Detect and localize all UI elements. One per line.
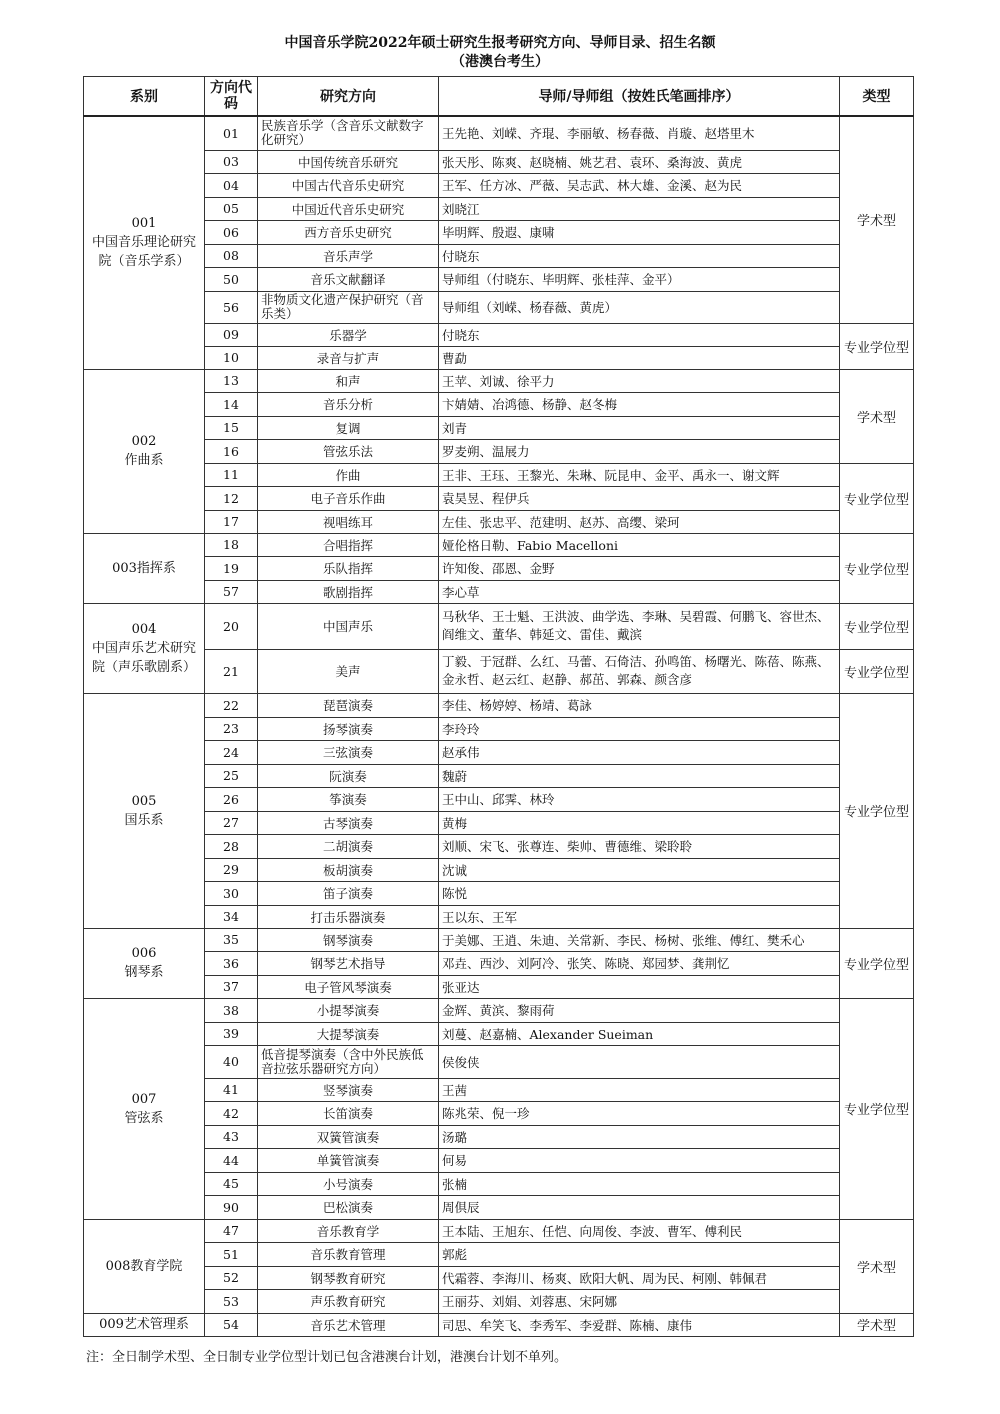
table-row bbox=[84, 463, 914, 486]
direction-cell: 二胡演奏 bbox=[258, 834, 439, 858]
supervisor-cell: 王军、任方冰、严薇、吴志武、林大雄、金溪、赵为民 bbox=[439, 173, 840, 197]
dept-cell: 001 中国音乐理论研究院（音乐学系） bbox=[84, 116, 205, 369]
supervisor-cell: 付晓东 bbox=[439, 323, 840, 346]
supervisor-cell: 金辉、黄滨、黎雨荷 bbox=[439, 998, 840, 1022]
supervisor-cell: 刘蔓、赵嘉楠、Alexander Sueiman bbox=[439, 1022, 840, 1045]
supervisor-cell: 陈兆荣、倪一珍 bbox=[439, 1101, 840, 1125]
table-row bbox=[84, 1242, 914, 1266]
supervisor-cell: 王以东、王军 bbox=[439, 905, 840, 928]
header-type: 类型 bbox=[840, 77, 914, 117]
code-cell: 18 bbox=[205, 533, 258, 556]
supervisor-cell: 刘顺、宋飞、张尊连、柴帅、曹德维、梁聆聆 bbox=[439, 834, 840, 858]
table-row bbox=[84, 291, 914, 323]
direction-cell: 古琴演奏 bbox=[258, 811, 439, 834]
supervisor-cell: 张楠 bbox=[439, 1172, 840, 1195]
dept-cell: 007 管弦系 bbox=[84, 998, 205, 1219]
supervisor-cell: 沈诚 bbox=[439, 858, 840, 881]
table-row bbox=[84, 267, 914, 291]
direction-cell: 长笛演奏 bbox=[258, 1101, 439, 1125]
code-cell: 09 bbox=[205, 323, 258, 346]
direction-cell: 双簧管演奏 bbox=[258, 1125, 439, 1148]
dept-cell: 006 钢琴系 bbox=[84, 928, 205, 998]
direction-cell: 三弦演奏 bbox=[258, 740, 439, 764]
type-cell: 学术型 bbox=[840, 369, 914, 463]
supervisor-cell: 导师组（刘嵘、杨春薇、黄虎） bbox=[439, 291, 840, 323]
code-cell: 27 bbox=[205, 811, 258, 834]
code-cell: 39 bbox=[205, 1022, 258, 1045]
catalog-table bbox=[83, 76, 914, 1337]
table-row bbox=[84, 951, 914, 975]
code-cell: 41 bbox=[205, 1078, 258, 1101]
code-cell: 52 bbox=[205, 1266, 258, 1289]
code-cell: 40 bbox=[205, 1045, 258, 1078]
code-cell: 11 bbox=[205, 463, 258, 486]
direction-cell: 阮演奏 bbox=[258, 764, 439, 787]
table-row bbox=[84, 1195, 914, 1219]
type-cell: 专业学位型 bbox=[840, 323, 914, 369]
dept-cell: 005 国乐系 bbox=[84, 693, 205, 928]
direction-cell: 单簧管演奏 bbox=[258, 1148, 439, 1172]
code-cell: 45 bbox=[205, 1172, 258, 1195]
table-row bbox=[84, 1289, 914, 1313]
table-row bbox=[84, 244, 914, 267]
direction-cell: 竖琴演奏 bbox=[258, 1078, 439, 1101]
code-cell: 26 bbox=[205, 787, 258, 811]
direction-cell: 乐队指挥 bbox=[258, 556, 439, 580]
supervisor-cell: 毕明辉、殷遐、康啸 bbox=[439, 220, 840, 244]
table-row bbox=[84, 1148, 914, 1172]
direction-cell: 西方音乐史研究 bbox=[258, 220, 439, 244]
direction-cell: 巴松演奏 bbox=[258, 1195, 439, 1219]
table-row bbox=[84, 787, 914, 811]
table-row bbox=[84, 173, 914, 197]
direction-cell: 中国近代音乐史研究 bbox=[258, 197, 439, 220]
direction-cell: 电子管风琴演奏 bbox=[258, 975, 439, 998]
supervisor-cell: 郭彪 bbox=[439, 1242, 840, 1266]
supervisor-cell: 刘青 bbox=[439, 416, 840, 439]
direction-cell: 电子音乐作曲 bbox=[258, 486, 439, 510]
supervisor-cell: 丁毅、于冠群、么红、马蕾、石倚洁、孙鸣笛、杨曙光、陈蓓、陈燕、金永哲、赵云红、赵静、郝茁、郭森、颜含彦 bbox=[439, 649, 840, 693]
table-row bbox=[84, 220, 914, 244]
code-cell: 08 bbox=[205, 244, 258, 267]
supervisor-cell: 导师组（付晓东、毕明辉、张桂萍、金平） bbox=[439, 267, 840, 291]
supervisor-cell: 曹勐 bbox=[439, 346, 840, 369]
table-row bbox=[84, 150, 914, 173]
code-cell: 43 bbox=[205, 1125, 258, 1148]
table-row bbox=[84, 740, 914, 764]
supervisor-cell: 邓垚、西沙、刘阿冷、张笑、陈晓、郑园梦、龚荆忆 bbox=[439, 951, 840, 975]
code-cell: 51 bbox=[205, 1242, 258, 1266]
supervisor-cell: 司思、牟笑飞、李秀军、李爱群、陈楠、康伟 bbox=[439, 1313, 840, 1336]
title-line-1: 中国音乐学院2022年硕士研究生报考研究方向、导师目录、招生名额 bbox=[284, 35, 716, 51]
code-cell: 34 bbox=[205, 905, 258, 928]
code-cell: 10 bbox=[205, 346, 258, 369]
table-row bbox=[84, 998, 914, 1022]
table-row bbox=[84, 346, 914, 369]
direction-cell: 和声 bbox=[258, 369, 439, 392]
type-cell: 专业学位型 bbox=[840, 693, 914, 928]
code-cell: 29 bbox=[205, 858, 258, 881]
type-cell: 专业学位型 bbox=[840, 533, 914, 603]
supervisor-cell: 赵承伟 bbox=[439, 740, 840, 764]
dept-cell: 004 中国声乐艺术研究院（声乐歌剧系） bbox=[84, 603, 205, 693]
direction-cell: 筝演奏 bbox=[258, 787, 439, 811]
supervisor-cell: 周倶辰 bbox=[439, 1195, 840, 1219]
code-cell: 54 bbox=[205, 1313, 258, 1336]
table-row bbox=[84, 834, 914, 858]
supervisor-cell: 于美娜、王逍、朱迪、关常新、李民、杨树、张维、傅红、樊禾心 bbox=[439, 928, 840, 951]
table-row bbox=[84, 416, 914, 439]
table-row bbox=[84, 1078, 914, 1101]
supervisor-cell: 李佳、杨婷婷、杨靖、葛詠 bbox=[439, 693, 840, 717]
code-cell: 56 bbox=[205, 291, 258, 323]
table-row bbox=[84, 764, 914, 787]
table-row bbox=[84, 439, 914, 463]
type-cell: 专业学位型 bbox=[840, 603, 914, 649]
direction-cell: 管弦乐法 bbox=[258, 439, 439, 463]
code-cell: 25 bbox=[205, 764, 258, 787]
type-cell: 专业学位型 bbox=[840, 928, 914, 998]
code-cell: 90 bbox=[205, 1195, 258, 1219]
supervisor-cell: 刘晓江 bbox=[439, 197, 840, 220]
supervisor-cell: 王苹、刘诚、徐平力 bbox=[439, 369, 840, 392]
direction-cell: 音乐教育学 bbox=[258, 1219, 439, 1242]
header-dept: 系别 bbox=[84, 77, 205, 117]
code-cell: 04 bbox=[205, 173, 258, 197]
direction-cell: 民族音乐学（含音乐文献数字化研究） bbox=[258, 116, 439, 150]
table-row bbox=[84, 649, 914, 693]
code-cell: 36 bbox=[205, 951, 258, 975]
direction-cell: 音乐文献翻译 bbox=[258, 267, 439, 291]
table-row bbox=[84, 717, 914, 740]
code-cell: 05 bbox=[205, 197, 258, 220]
code-cell: 53 bbox=[205, 1289, 258, 1313]
direction-cell: 音乐分析 bbox=[258, 392, 439, 416]
table-row bbox=[84, 1125, 914, 1148]
supervisor-cell: 马秋华、王士魁、王洪波、曲学选、李琳、吴碧霞、何鹏飞、容世杰、阎维文、董华、韩延文、雷佳、戴滨 bbox=[439, 603, 840, 649]
direction-cell: 笛子演奏 bbox=[258, 881, 439, 905]
code-cell: 38 bbox=[205, 998, 258, 1022]
direction-cell: 小号演奏 bbox=[258, 1172, 439, 1195]
direction-cell: 美声 bbox=[258, 649, 439, 693]
supervisor-cell: 代霜蓉、李海川、杨爽、欧阳大帆、周为民、柯刚、韩佩君 bbox=[439, 1266, 840, 1289]
code-cell: 15 bbox=[205, 416, 258, 439]
code-cell: 57 bbox=[205, 580, 258, 603]
table-row bbox=[84, 1101, 914, 1125]
code-cell: 23 bbox=[205, 717, 258, 740]
table-body bbox=[84, 116, 914, 1336]
code-cell: 20 bbox=[205, 603, 258, 649]
direction-cell: 作曲 bbox=[258, 463, 439, 486]
supervisor-cell: 张亚达 bbox=[439, 975, 840, 998]
direction-cell: 中国古代音乐史研究 bbox=[258, 173, 439, 197]
table-row bbox=[84, 905, 914, 928]
table-header-row bbox=[84, 77, 914, 117]
supervisor-cell: 李心草 bbox=[439, 580, 840, 603]
supervisor-cell: 张天彤、陈爽、赵晓楠、姚艺君、袁环、桑海波、黄虎 bbox=[439, 150, 840, 173]
direction-cell: 声乐教育研究 bbox=[258, 1289, 439, 1313]
direction-cell: 中国传统音乐研究 bbox=[258, 150, 439, 173]
code-cell: 06 bbox=[205, 220, 258, 244]
table-row bbox=[84, 580, 914, 603]
type-cell: 学术型 bbox=[840, 1313, 914, 1336]
table-row bbox=[84, 811, 914, 834]
direction-cell: 歌剧指挥 bbox=[258, 580, 439, 603]
supervisor-cell: 王先艳、刘嵘、齐琨、李丽敏、杨春薇、肖璇、赵塔里木 bbox=[439, 116, 840, 150]
supervisor-cell: 王茜 bbox=[439, 1078, 840, 1101]
table-row bbox=[84, 858, 914, 881]
supervisor-cell: 王中山、邱霁、林玲 bbox=[439, 787, 840, 811]
code-cell: 50 bbox=[205, 267, 258, 291]
direction-cell: 打击乐器演奏 bbox=[258, 905, 439, 928]
table-row bbox=[84, 881, 914, 905]
direction-cell: 音乐声学 bbox=[258, 244, 439, 267]
code-cell: 17 bbox=[205, 510, 258, 533]
type-cell: 学术型 bbox=[840, 1219, 914, 1313]
direction-cell: 乐器学 bbox=[258, 323, 439, 346]
code-cell: 19 bbox=[205, 556, 258, 580]
dept-cell: 002 作曲系 bbox=[84, 369, 205, 533]
direction-cell: 复调 bbox=[258, 416, 439, 439]
table-row bbox=[84, 603, 914, 649]
supervisor-cell: 魏蔚 bbox=[439, 764, 840, 787]
table-row bbox=[84, 323, 914, 346]
direction-cell: 录音与扩声 bbox=[258, 346, 439, 369]
code-cell: 12 bbox=[205, 486, 258, 510]
table-row bbox=[84, 693, 914, 717]
direction-cell: 扬琴演奏 bbox=[258, 717, 439, 740]
header-supervisor: 导师/导师组（按姓氏笔画排序） bbox=[439, 77, 840, 117]
type-cell: 学术型 bbox=[840, 116, 914, 323]
title-line-2: （港澳台考生） bbox=[451, 54, 549, 70]
table-row bbox=[84, 1266, 914, 1289]
supervisor-cell: 汤璐 bbox=[439, 1125, 840, 1148]
direction-cell: 中国声乐 bbox=[258, 603, 439, 649]
table-row bbox=[84, 533, 914, 556]
direction-cell: 音乐艺术管理 bbox=[258, 1313, 439, 1336]
code-cell: 01 bbox=[205, 116, 258, 150]
supervisor-cell: 李玲玲 bbox=[439, 717, 840, 740]
supervisor-cell: 娅伦格日勒、Fabio Macelloni bbox=[439, 533, 840, 556]
table-row bbox=[84, 1219, 914, 1242]
table-row bbox=[84, 392, 914, 416]
type-cell: 专业学位型 bbox=[840, 463, 914, 533]
code-cell: 21 bbox=[205, 649, 258, 693]
table-row bbox=[84, 1022, 914, 1045]
code-cell: 22 bbox=[205, 693, 258, 717]
header-direction: 研究方向 bbox=[258, 77, 439, 117]
direction-cell: 低音提琴演奏（含中外民族低音拉弦乐器研究方向） bbox=[258, 1045, 439, 1078]
table-row bbox=[84, 928, 914, 951]
supervisor-cell: 陈悦 bbox=[439, 881, 840, 905]
supervisor-cell: 王本陆、王旭东、任恺、向周俊、李波、曹军、傅利民 bbox=[439, 1219, 840, 1242]
type-cell: 专业学位型 bbox=[840, 998, 914, 1219]
code-cell: 44 bbox=[205, 1148, 258, 1172]
dept-cell: 009艺术管理系 bbox=[84, 1313, 205, 1336]
direction-cell: 琵琶演奏 bbox=[258, 693, 439, 717]
code-cell: 28 bbox=[205, 834, 258, 858]
direction-cell: 大提琴演奏 bbox=[258, 1022, 439, 1045]
direction-cell: 合唱指挥 bbox=[258, 533, 439, 556]
table-row bbox=[84, 369, 914, 392]
code-cell: 16 bbox=[205, 439, 258, 463]
code-cell: 30 bbox=[205, 881, 258, 905]
code-cell: 14 bbox=[205, 392, 258, 416]
table-row bbox=[84, 486, 914, 510]
supervisor-cell: 黄梅 bbox=[439, 811, 840, 834]
supervisor-cell: 付晓东 bbox=[439, 244, 840, 267]
document-title bbox=[0, 34, 1000, 72]
direction-cell: 非物质文化遗产保护研究（音乐类） bbox=[258, 291, 439, 323]
table-row bbox=[84, 1172, 914, 1195]
table-row bbox=[84, 197, 914, 220]
direction-cell: 钢琴教育研究 bbox=[258, 1266, 439, 1289]
supervisor-cell: 王非、王珏、王黎光、朱琳、阮昆申、金平、禹永一、谢文辉 bbox=[439, 463, 840, 486]
table-row bbox=[84, 1045, 914, 1078]
dept-cell: 008教育学院 bbox=[84, 1219, 205, 1313]
supervisor-cell: 何易 bbox=[439, 1148, 840, 1172]
code-cell: 13 bbox=[205, 369, 258, 392]
header-code: 方向代码 bbox=[205, 77, 258, 117]
supervisor-cell: 袁昊昱、程伊兵 bbox=[439, 486, 840, 510]
supervisor-cell: 王丽芬、刘娟、刘蓉惠、宋阿娜 bbox=[439, 1289, 840, 1313]
supervisor-cell: 许知俊、邵恩、金野 bbox=[439, 556, 840, 580]
table-row bbox=[84, 116, 914, 150]
direction-cell: 板胡演奏 bbox=[258, 858, 439, 881]
table-row bbox=[84, 975, 914, 998]
code-cell: 03 bbox=[205, 150, 258, 173]
code-cell: 35 bbox=[205, 928, 258, 951]
supervisor-cell: 左佳、张忠平、范建明、赵苏、高缨、梁珂 bbox=[439, 510, 840, 533]
direction-cell: 视唱练耳 bbox=[258, 510, 439, 533]
direction-cell: 音乐教育管理 bbox=[258, 1242, 439, 1266]
code-cell: 47 bbox=[205, 1219, 258, 1242]
code-cell: 37 bbox=[205, 975, 258, 998]
footnote: 注：全日制学术型、全日制专业学位型计划已包含港澳台计划，港澳台计划不单列。 bbox=[86, 1350, 568, 1365]
type-cell: 专业学位型 bbox=[840, 649, 914, 693]
direction-cell: 钢琴演奏 bbox=[258, 928, 439, 951]
code-cell: 42 bbox=[205, 1101, 258, 1125]
supervisor-cell: 卞婧婧、冶鸿德、杨静、赵冬梅 bbox=[439, 392, 840, 416]
table-row bbox=[84, 510, 914, 533]
dept-cell: 003指挥系 bbox=[84, 533, 205, 603]
supervisor-cell: 罗麦朔、温展力 bbox=[439, 439, 840, 463]
direction-cell: 钢琴艺术指导 bbox=[258, 951, 439, 975]
table-row bbox=[84, 1313, 914, 1336]
table-row bbox=[84, 556, 914, 580]
supervisor-cell: 侯俊侠 bbox=[439, 1045, 840, 1078]
direction-cell: 小提琴演奏 bbox=[258, 998, 439, 1022]
code-cell: 24 bbox=[205, 740, 258, 764]
